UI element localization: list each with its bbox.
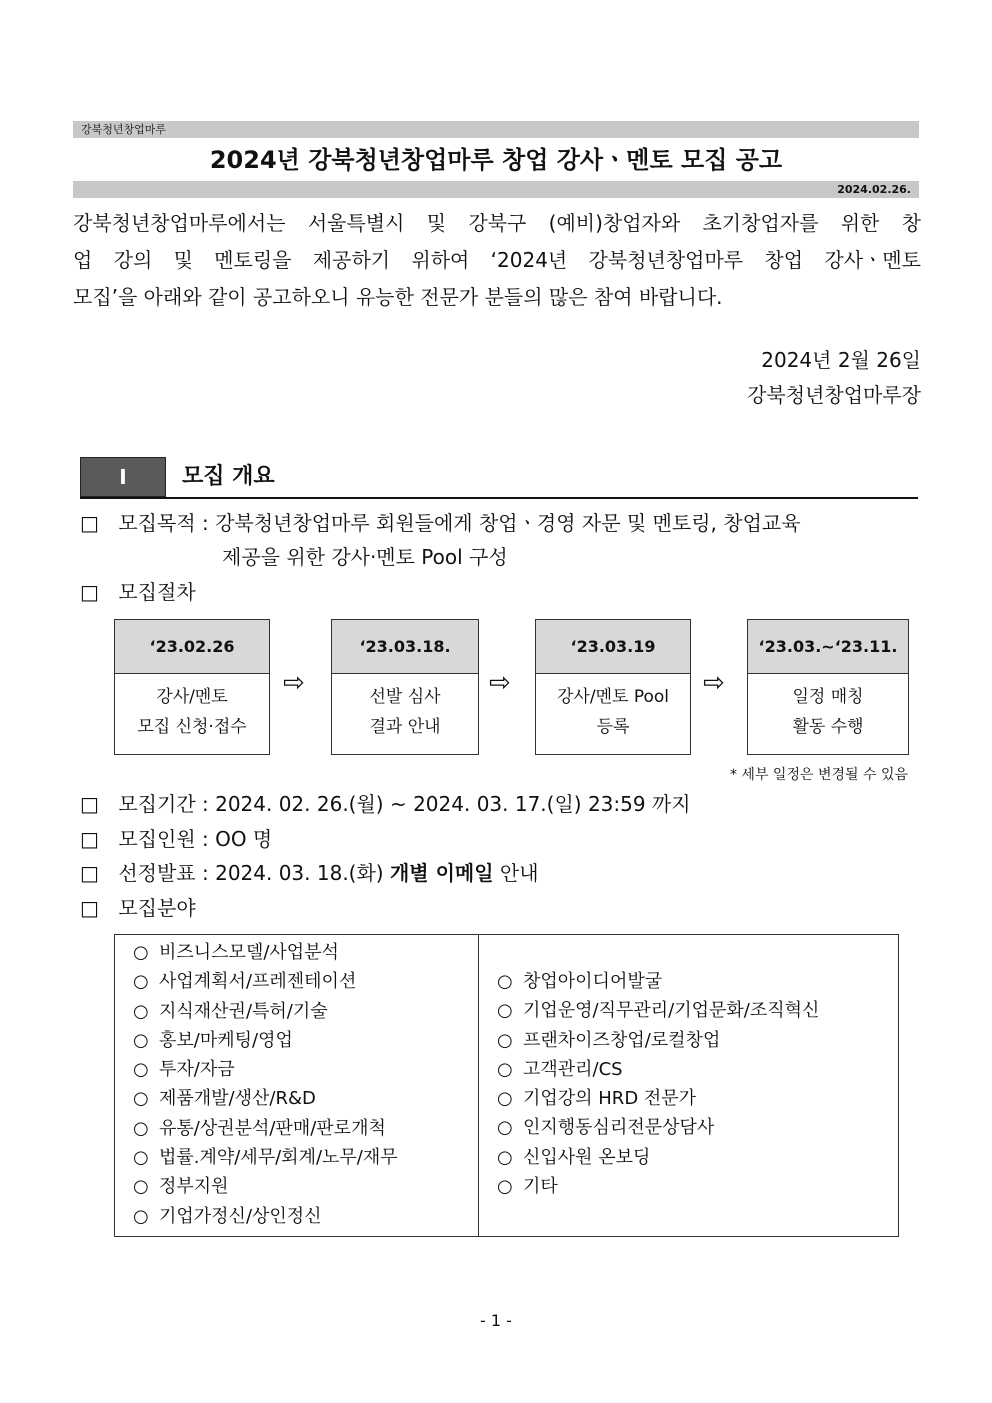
procedure-step-4 (747, 619, 909, 755)
org-tag: 강북청년창업마루 (73, 121, 919, 138)
checkbox-square-icon: □ (80, 861, 99, 885)
field-item (497, 996, 898, 1025)
circle-bullet-icon: ○ (133, 1059, 149, 1081)
intro-line: 모집’을 아래와 같이 공고하오니 유능한 전문가 분들의 많은 참여 바랍니다. (73, 285, 723, 309)
procedure-row (80, 575, 196, 609)
procedure-label: 모집절차 (118, 580, 196, 604)
signature-date: 2024년 2월 26일 (761, 348, 921, 372)
field-label: 신입사원 온보딩 (523, 1146, 651, 1168)
circle-bullet-icon: ○ (497, 1029, 513, 1051)
step-line: 강사/멘토 (156, 687, 228, 707)
step-line: 활동 수행 (792, 717, 864, 737)
field-label: 정부지원 (159, 1176, 229, 1198)
field-item (497, 1113, 898, 1142)
step-date: ‘23.03.18. (332, 620, 478, 674)
circle-bullet-icon: ○ (497, 1146, 513, 1168)
step-date: ‘23.03.~‘23.11. (748, 620, 908, 674)
fields-left-column (115, 935, 479, 1236)
circle-bullet-icon: ○ (133, 1000, 149, 1022)
checkbox-square-icon: □ (80, 580, 99, 604)
field-label: 기타 (523, 1176, 558, 1198)
period-text: 모집기간 : 2024. 02. 26.(월) ~ 2024. 03. 17.(일) 23:59 까지 (118, 792, 691, 816)
field-label: 기업가정신/상인정신 (159, 1205, 322, 1227)
section-title: 모집 개요 (182, 464, 275, 489)
circle-bullet-icon: ○ (497, 1058, 513, 1080)
fields-table (114, 934, 899, 1237)
headcount-row (80, 822, 272, 856)
checkbox-square-icon: □ (80, 896, 99, 920)
field-item (133, 938, 478, 967)
period-row (80, 787, 691, 821)
fields-row (80, 891, 196, 925)
field-label: 비즈니스모델/사업분석 (159, 942, 339, 963)
procedure-step-3 (535, 619, 691, 755)
announce-prefix: 선정발표 : 2024. 03. 18.(화) (118, 861, 384, 885)
procedure-step-1 (114, 619, 270, 755)
circle-bullet-icon: ○ (497, 1117, 513, 1139)
field-label: 사업계획서/프레젠테이션 (159, 971, 357, 993)
field-label: 기업운영/직무관리/기업문화/조직혁신 (523, 1000, 820, 1022)
field-item (133, 1202, 478, 1231)
arrow-right-icon: ⇨ (489, 668, 511, 698)
field-item (133, 1172, 478, 1201)
checkbox-square-icon: □ (80, 792, 99, 816)
circle-bullet-icon: ○ (497, 1000, 513, 1022)
fields-label: 모집분야 (118, 896, 196, 920)
field-item (497, 1084, 898, 1113)
announce-emphasis: 개별 이메일 (389, 861, 494, 885)
purpose-continuation: 제공을 위한 강사‧멘토 Pool 구성 (222, 545, 508, 569)
purpose-row (80, 506, 801, 540)
field-label: 지식재산권/특허/기술 (159, 1000, 328, 1022)
circle-bullet-icon: ○ (133, 971, 149, 993)
circle-bullet-icon: ○ (133, 1088, 149, 1110)
announce-row (80, 856, 539, 890)
field-label: 창업아이디어발굴 (523, 971, 663, 992)
step-line: 강사/멘토 Pool (557, 687, 669, 707)
arrow-right-icon: ⇨ (283, 668, 305, 698)
field-item (497, 967, 898, 996)
step-line: 결과 안내 (369, 717, 441, 737)
checkbox-square-icon: □ (80, 511, 99, 535)
field-label: 고객관리/CS (523, 1058, 623, 1080)
fields-right-column (479, 935, 898, 1236)
page-number: - 1 - (480, 1311, 512, 1330)
field-item (497, 1055, 898, 1084)
arrow-right-icon: ⇨ (703, 668, 725, 698)
schedule-note: * 세부 일정은 변경될 수 있음 (729, 767, 908, 783)
step-date: ‘23.03.19 (536, 620, 690, 674)
field-label: 인지행동심리전문상담사 (523, 1117, 715, 1139)
intro-line: 강북청년창업마루에서는 서울특별시 및 강북구 (예비)창업자와 초기창업자를 위한 창 (73, 211, 921, 235)
purpose-text: 모집목적 : 강북청년창업마루 회원들에게 창업ㆍ경영 자문 및 멘토링, 창업교육 (118, 511, 801, 535)
field-item (497, 1026, 898, 1055)
step-line: 일정 매칭 (792, 687, 864, 707)
field-label: 제품개발/생산/R&D (159, 1088, 316, 1110)
intro-paragraph (73, 205, 921, 316)
circle-bullet-icon: ○ (133, 1147, 149, 1169)
page-title: 2024년 강북청년창업마루 창업 강사ㆍ멘토 모집 공고 (209, 146, 783, 174)
field-item (133, 1026, 478, 1055)
headcount-text: 모집인원 : OO 명 (118, 827, 273, 851)
field-item (133, 1114, 478, 1143)
field-item (497, 1172, 898, 1201)
field-item (133, 967, 478, 996)
circle-bullet-icon: ○ (133, 1117, 149, 1139)
section-header (80, 457, 918, 499)
announcement-date: 2024.02.26. (73, 181, 919, 198)
intro-line: 업 강의 및 멘토링을 제공하기 위하여 ‘2024년 강북청년창업마루 창업 강사ㆍ멘토 (73, 248, 921, 272)
circle-bullet-icon: ○ (133, 1205, 149, 1227)
field-label: 프랜차이즈창업/로컬창업 (523, 1029, 721, 1051)
step-line: 모집 신청‧접수 (137, 717, 247, 737)
circle-bullet-icon: ○ (133, 1029, 149, 1051)
circle-bullet-icon: ○ (497, 971, 513, 992)
field-item (133, 997, 478, 1026)
field-item (497, 1143, 898, 1172)
field-label: 유통/상권분석/판매/판로개척 (159, 1117, 386, 1139)
field-label: 기업강의 HRD 전문가 (523, 1088, 697, 1110)
announce-suffix: 안내 (499, 861, 539, 885)
field-item (133, 1084, 478, 1113)
circle-bullet-icon: ○ (497, 1088, 513, 1110)
field-label: 법률.계약/세무/회계/노무/재무 (159, 1147, 398, 1169)
circle-bullet-icon: ○ (133, 942, 149, 963)
signature-issuer: 강북청년창업마루장 (747, 383, 921, 407)
field-item (133, 1055, 478, 1084)
checkbox-square-icon: □ (80, 827, 99, 851)
step-date: ‘23.02.26 (115, 620, 269, 674)
procedure-step-2 (331, 619, 479, 755)
section-number: I (80, 457, 166, 497)
field-label: 투자/자금 (159, 1059, 235, 1081)
step-line: 선발 심사 (369, 687, 441, 707)
circle-bullet-icon: ○ (497, 1176, 513, 1198)
circle-bullet-icon: ○ (133, 1176, 149, 1198)
step-line: 등록 (596, 717, 630, 737)
field-item (133, 1143, 478, 1172)
field-label: 홍보/마케팅/영업 (159, 1029, 293, 1051)
